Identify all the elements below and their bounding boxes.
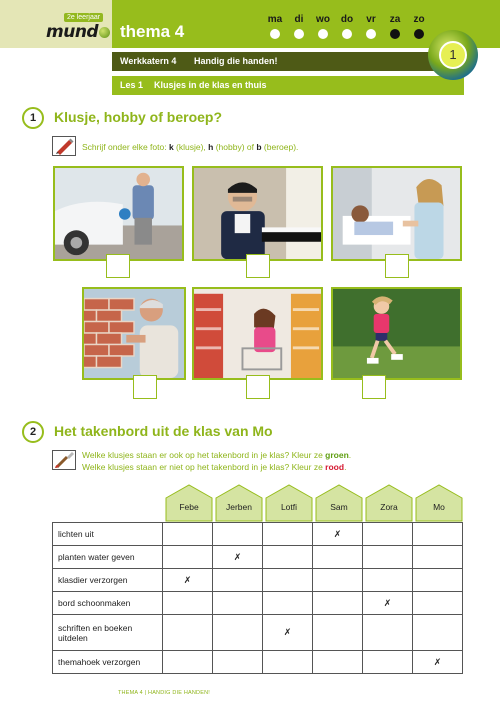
table-row bbox=[53, 523, 463, 546]
day-dot-icon bbox=[414, 29, 424, 39]
task-cell[interactable] bbox=[263, 569, 313, 592]
task-cell[interactable] bbox=[413, 615, 463, 651]
task-cell[interactable] bbox=[363, 651, 413, 674]
exercise-2-instruction-green: Welke klusjes staan er ook op het takenbord in je klas? Kleur ze groen. bbox=[82, 450, 352, 460]
table-row bbox=[53, 592, 463, 615]
photo-piano bbox=[192, 166, 323, 261]
name-tab-zora: Zora bbox=[365, 484, 413, 522]
name-tab-lotfi: Lotfi bbox=[265, 484, 313, 522]
task-cell[interactable] bbox=[263, 592, 313, 615]
exercise-1-title: Klusje, hobby of beroep? bbox=[54, 109, 223, 125]
task-cell[interactable] bbox=[363, 546, 413, 569]
mundo-logo bbox=[46, 22, 110, 42]
day-zo: zo bbox=[409, 14, 429, 39]
task-cell[interactable]: ✗ bbox=[413, 651, 463, 674]
globe-icon bbox=[99, 27, 110, 38]
task-cell[interactable] bbox=[413, 569, 463, 592]
task-cell[interactable]: ✗ bbox=[213, 546, 263, 569]
name-tab-sam: Sam bbox=[315, 484, 363, 522]
answer-box-5[interactable] bbox=[246, 375, 270, 399]
task-cell[interactable] bbox=[413, 523, 463, 546]
task-cell[interactable] bbox=[313, 651, 363, 674]
day-wo: wo bbox=[313, 14, 333, 39]
task-cell[interactable]: ✗ bbox=[263, 615, 313, 651]
exercise-2-instruction-red: Welke klusjes staan er niet op het takenbord in je klas? Kleur ze rood. bbox=[82, 462, 347, 472]
task-cell[interactable] bbox=[163, 523, 213, 546]
task-cell[interactable] bbox=[263, 546, 313, 569]
table-row bbox=[53, 569, 463, 592]
task-label: lichten uit bbox=[53, 523, 163, 546]
task-cell[interactable] bbox=[313, 592, 363, 615]
task-cell[interactable]: ✗ bbox=[363, 592, 413, 615]
task-cell[interactable] bbox=[163, 615, 213, 651]
task-label: bord schoonmaken bbox=[53, 592, 163, 615]
task-cell[interactable] bbox=[363, 569, 413, 592]
task-cell[interactable] bbox=[163, 546, 213, 569]
answer-box-4[interactable] bbox=[133, 375, 157, 399]
name-tab-febe: Febe bbox=[165, 484, 213, 522]
exercise-2-number: 2 bbox=[22, 421, 44, 443]
task-cell[interactable] bbox=[363, 523, 413, 546]
task-cell[interactable] bbox=[313, 569, 363, 592]
task-cell[interactable] bbox=[213, 569, 263, 592]
task-cell[interactable] bbox=[263, 651, 313, 674]
photo-nurse bbox=[331, 166, 462, 261]
workbook-title: Handig die handen! bbox=[194, 56, 278, 66]
brush-icon bbox=[52, 450, 76, 470]
exercise-2-title: Het takenbord uit de klas van Mo bbox=[54, 423, 273, 439]
task-cell[interactable] bbox=[263, 523, 313, 546]
task-cell[interactable]: ✗ bbox=[313, 523, 363, 546]
workbook-bar bbox=[112, 52, 464, 71]
table-row bbox=[53, 651, 463, 674]
day-dot-icon bbox=[342, 29, 352, 39]
answer-box-6[interactable] bbox=[362, 375, 386, 399]
photo-supermarket bbox=[192, 287, 323, 380]
workbook-label: Werkkatern 4 bbox=[120, 56, 177, 66]
task-label: klasdier verzorgen bbox=[53, 569, 163, 592]
lesson-bar bbox=[112, 76, 464, 95]
day-ma: ma bbox=[265, 14, 285, 39]
task-cell[interactable] bbox=[213, 592, 263, 615]
lesson-title: Klusjes in de klas en thuis bbox=[154, 80, 267, 90]
task-cell[interactable]: ✗ bbox=[163, 569, 213, 592]
globe-badge bbox=[428, 30, 478, 80]
task-cell[interactable] bbox=[163, 651, 213, 674]
task-cell[interactable] bbox=[213, 523, 263, 546]
task-cell[interactable] bbox=[213, 651, 263, 674]
task-cell[interactable] bbox=[363, 615, 413, 651]
pencil-icon bbox=[52, 136, 76, 156]
day-dot-icon bbox=[366, 29, 376, 39]
name-tab-jerben: Jerben bbox=[215, 484, 263, 522]
day-za: za bbox=[385, 14, 405, 39]
task-label: planten water geven bbox=[53, 546, 163, 569]
task-cell[interactable] bbox=[413, 592, 463, 615]
task-label: themahoek verzorgen bbox=[53, 651, 163, 674]
table-row bbox=[53, 615, 463, 651]
weekday-track bbox=[265, 14, 430, 44]
page-footer: THEMA 4 | HANDIG DIE HANDEN! bbox=[118, 690, 210, 696]
answer-box-3[interactable] bbox=[385, 254, 409, 278]
answer-box-2[interactable] bbox=[246, 254, 270, 278]
lesson-number-badge: 1 bbox=[439, 41, 467, 69]
day-vr: vr bbox=[361, 14, 381, 39]
photo-rollerskating bbox=[331, 287, 462, 380]
page-title: thema 4 bbox=[120, 22, 185, 41]
day-di: di bbox=[289, 14, 309, 39]
exercise-1-number: 1 bbox=[22, 107, 44, 129]
table-row bbox=[53, 546, 463, 569]
task-cell[interactable] bbox=[213, 615, 263, 651]
day-dot-icon bbox=[294, 29, 304, 39]
task-board-table bbox=[52, 522, 463, 674]
task-cell[interactable] bbox=[163, 592, 213, 615]
name-tab-mo: Mo bbox=[415, 484, 463, 522]
day-do: do bbox=[337, 14, 357, 39]
exercise-1-instruction: Schrijf onder elke foto: k (klusje), h (hobby) of b (beroep). bbox=[82, 142, 299, 152]
day-dot-icon bbox=[318, 29, 328, 39]
task-label: schriften en boeken uitdelen bbox=[53, 615, 163, 651]
logo-text: mund bbox=[46, 22, 99, 42]
grade-tag: 2e leerjaar bbox=[64, 13, 103, 22]
photo-car-wash bbox=[53, 166, 184, 261]
day-dot-icon bbox=[270, 29, 280, 39]
task-cell[interactable] bbox=[313, 615, 363, 651]
day-dot-icon bbox=[390, 29, 400, 39]
task-cell[interactable] bbox=[313, 546, 363, 569]
answer-box-1[interactable] bbox=[106, 254, 130, 278]
lesson-label: Les 1 bbox=[120, 80, 144, 90]
task-cell[interactable] bbox=[413, 546, 463, 569]
photo-bricklayer bbox=[82, 287, 186, 380]
